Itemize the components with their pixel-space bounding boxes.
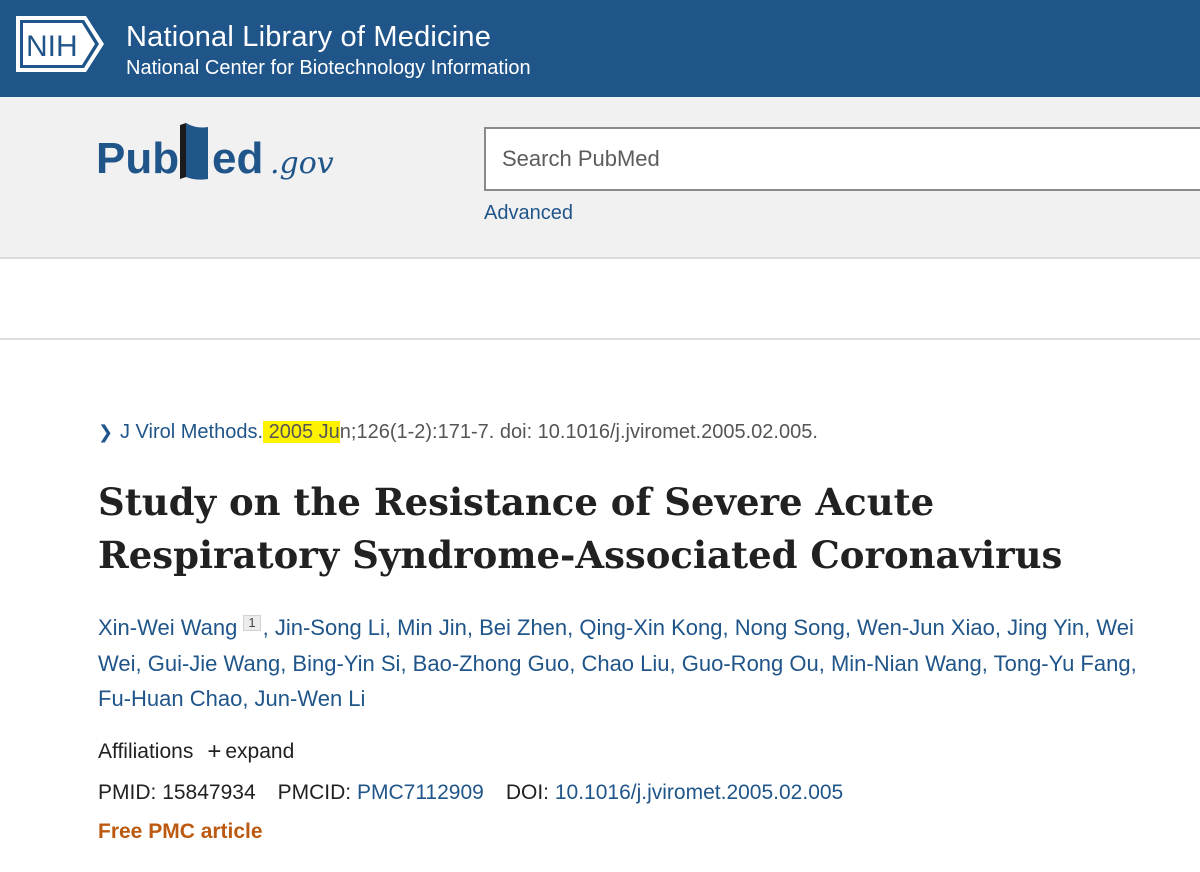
pubmed-logo[interactable] [96, 119, 376, 199]
author-separator: , [722, 615, 735, 640]
author-link[interactable]: Fu-Huan Chao [98, 686, 243, 711]
pubmed-header [0, 97, 1200, 259]
citation-highlight: 2005 Ju [263, 421, 340, 443]
nih-text [126, 20, 531, 81]
author-separator: , [280, 650, 293, 676]
author-separator: , [981, 650, 994, 676]
author-separator: , [466, 615, 480, 640]
author-link[interactable]: Bao-Zhong Guo [412, 650, 570, 676]
author-link[interactable]: Xin-Wei Wang [98, 615, 238, 640]
search-box [484, 127, 1200, 191]
nih-logo[interactable] [16, 16, 104, 72]
citation [98, 419, 818, 445]
citation-details: n;126(1-2):171-7. doi: 10.1016/j.jviromet.2005.02.005. [339, 421, 818, 443]
author-link[interactable]: Bing-Yin Si [292, 650, 401, 676]
author-link[interactable]: Wen-Jun Xiao [857, 615, 995, 640]
pmcid-link[interactable]: PMC7112909 [356, 781, 484, 804]
author-separator: , [1084, 615, 1097, 640]
pubmed-logo-gov: .gov [270, 146, 334, 181]
nih-banner [0, 0, 1200, 97]
journal-link[interactable]: J Virol Methods [120, 421, 258, 443]
author-link[interactable]: Min-Nian Wang [830, 650, 982, 676]
author-separator: , [818, 650, 831, 676]
chevron-right-icon[interactable]: ❯ [98, 422, 114, 442]
expand-button[interactable]: expand [225, 740, 295, 763]
nih-logo-text: NIH [26, 30, 78, 63]
advanced-search-link[interactable]: Advanced [484, 202, 573, 224]
author-link[interactable]: Gui-Jie Wang [147, 650, 281, 676]
author-link[interactable]: Bei Zhen [479, 615, 568, 640]
pubmed-logo-pub: Pub [96, 134, 180, 183]
author-separator: , [844, 615, 858, 640]
pubmed-logo-ed: ed [212, 134, 264, 183]
pmid-value: 15847934 [162, 781, 256, 804]
affiliations [98, 738, 294, 766]
author-separator: , [242, 686, 255, 711]
author-separator: , [262, 615, 275, 640]
pubmed-logo-book-icon [180, 123, 186, 179]
authors-list [98, 610, 1138, 717]
author-separator: , [994, 615, 1008, 640]
author-link[interactable]: Wei Wei [98, 615, 1134, 676]
pmid-label: PMID: [98, 781, 157, 804]
affiliation-marker[interactable]: 1 [243, 615, 260, 631]
nih-subtitle[interactable]: National Center for Biotechnology Information [126, 57, 531, 79]
author-separator: , [400, 650, 413, 676]
plus-icon[interactable]: + [207, 738, 222, 765]
author-link[interactable]: Chao Liu [581, 650, 670, 676]
doi-label: DOI: [505, 781, 550, 804]
author-separator: , [1130, 650, 1137, 676]
author-separator: , [567, 615, 580, 640]
author-link[interactable]: Nong Song [734, 615, 845, 640]
nih-title[interactable]: National Library of Medicine [126, 21, 492, 53]
search-input[interactable] [486, 129, 1200, 189]
free-pmc-article-badge[interactable]: Free PMC article [98, 820, 263, 843]
author-link[interactable]: Jun-Wen Li [254, 686, 366, 711]
doi-link[interactable]: 10.1016/j.jviromet.2005.02.005 [554, 781, 844, 804]
author-separator: , [569, 650, 582, 676]
author-link[interactable]: Tong-Yu Fang [993, 650, 1131, 676]
identifiers [98, 779, 843, 807]
author-link[interactable]: Qing-Xin Kong [579, 615, 723, 640]
affiliations-label: Affiliations [98, 740, 194, 763]
divider [0, 338, 1200, 340]
author-separator: , [135, 650, 148, 676]
article-title: Study on the Resistance of Severe Acute Respiratory Syndrome-Associated Coronavirus [98, 480, 1063, 577]
author-link[interactable]: Min Jin [397, 615, 467, 640]
author-separator: , [384, 615, 398, 640]
pmcid-label: PMCID: [277, 781, 352, 804]
author-separator: , [669, 650, 682, 676]
citation-period: . [257, 421, 264, 443]
author-link[interactable]: Jin-Song Li [274, 615, 385, 640]
author-link[interactable]: Guo-Rong Ou [681, 650, 819, 676]
author-link[interactable]: Jing Yin [1007, 615, 1085, 640]
